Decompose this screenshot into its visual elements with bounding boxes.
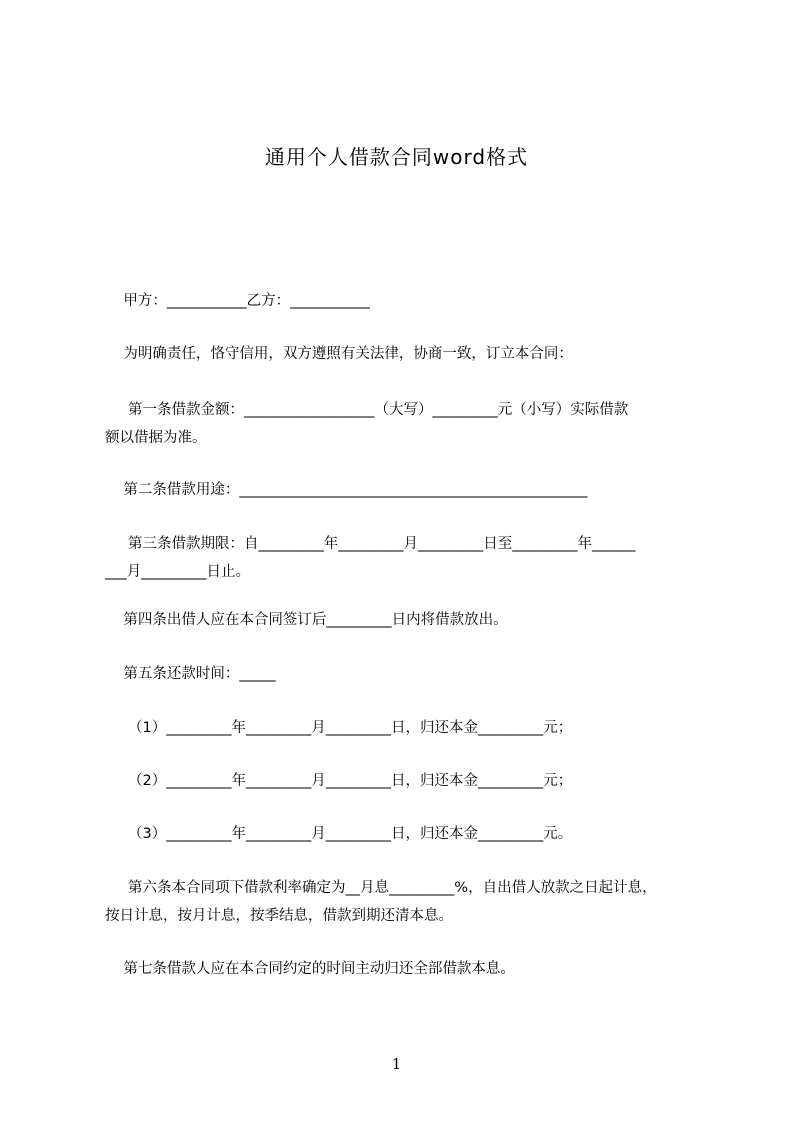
repayment-item-3: （3）_________年_________月_________日，归还本金_________元。 xyxy=(105,826,573,842)
repayment-item-1: （1）_________年_________月_________日，归还本金_________元； xyxy=(105,720,573,736)
page-number: 1 xyxy=(391,1055,402,1073)
clause-4-disbursement: 第四条出借人应在本合同签订后_________日内将借款放出。 xyxy=(105,612,508,628)
preamble-paragraph: 为明确责任，恪守信用，双方遵照有关法律，协商一致，订立本合同： xyxy=(105,346,573,362)
clause-7-repayment-obligation: 第七条借款人应在本合同约定的时间主动归还全部借款本息。 xyxy=(105,961,515,977)
repayment-item-2: （2）_________年_________月_________日，归还本金_________元； xyxy=(105,773,573,789)
clause-1-loan-amount: 第一条借款金额：__________________（大写）_________元（小写）实际借款 额以借据为准。 xyxy=(105,402,629,446)
clause-5-repayment-time: 第五条还款时间：_____ xyxy=(105,666,276,682)
clause-3-loan-term: 第三条借款期限：自_________年_________月_________日至_________年______ ___月_________日止。 xyxy=(105,536,636,580)
parties-line: 甲方：___________乙方：___________ xyxy=(105,293,370,309)
document-title: 通用个人借款合同word格式 xyxy=(264,145,529,169)
clause-2-loan-purpose: 第二条借款用途：________________________________________________ xyxy=(105,482,588,498)
clause-6-interest-rate: 第六条本合同项下借款利率确定为__月息_________%，自出借人放款之日起计息， 按日计息，按月计息，按季结息，借款到期还清本息。 xyxy=(105,880,657,924)
